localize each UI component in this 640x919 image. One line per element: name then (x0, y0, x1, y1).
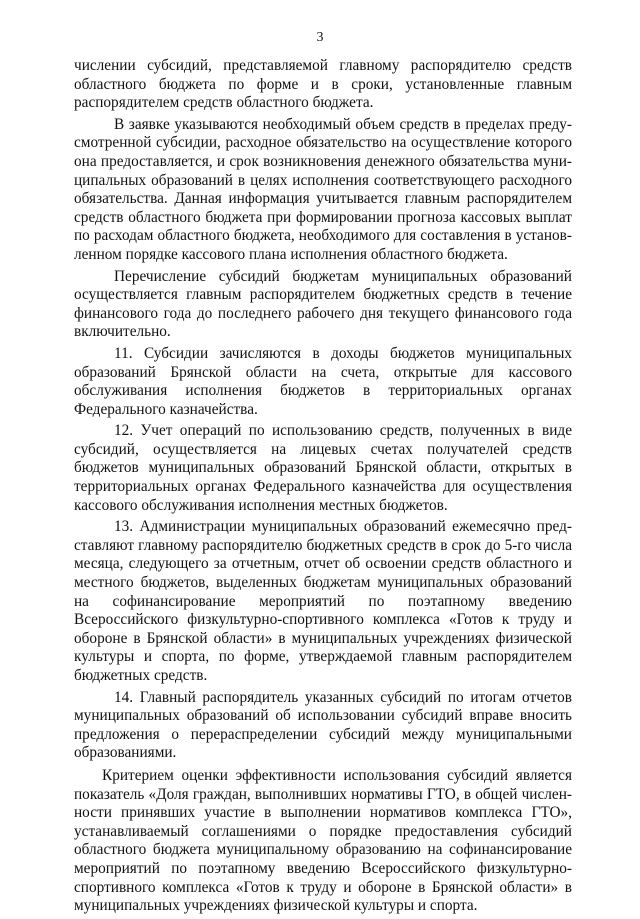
paragraph-item-12: 12. Учет операций по использованию средств, полученных в виде субсидий, осуществляется на лицевых счетах получателей средств бюджетов муниципальных образований Брянской области, открытых в территориальных органах Федерального казначейства для осуществления кассового обслуживания исполнения местных бюджетов. (74, 422, 572, 514)
paragraph-efficiency-criterion: Критерием оценки эффективности использования субсидий является показатель «Доля граждан, выполнивших нормативы ГТО, в общей численности принявших участие в выполнении нормативов комплекса ГТО», устанавливаемый соглашениями о порядке предоставления субсидий областного бюджета муниципальному образованию на софинансирование мероприятий по поэтапному введению Всероссийского физкультурно-спортивного комплекса «Готов к труду и обороне в Брянской области» в муниципальных учреждениях физической культуры и спорта. (74, 766, 572, 915)
page-number: 3 (316, 30, 324, 45)
paragraph-item-14: 14. Главный распорядитель указанных субсидий по итогам отчетов муниципальных образований об использовании субсидий вправе вносить предложения о перераспределении субсидий между муниципальными образованиями. (74, 688, 572, 762)
document-body (74, 57, 572, 919)
paragraph-transfer-of-subsidies: Перечисление субсидий бюджетам муниципальных образований осуществляется главным распорядителем бюджетных средств в течение финансового года до последнего рабочего дня текущего финансового года включительно. (74, 267, 572, 341)
paragraph-item-11: 11. Субсидии зачисляются в доходы бюджетов муниципальных образований Брянской области на счета, открытые для кассового обслуживания исполнения бюджетов в территориальных органах Федерального казначейства. (74, 344, 572, 418)
paragraph-application-contents: В заявке указываются необходимый объем средств в пределах предусмотренной субсидии, расходное обязательство на осуществление которого она предоставляется, и срок возникновения денежного обязательства муниципальных образований в целях исполнения соответствующего расходного обязательства. Данная информация учитывается главным распорядителем средств областного бюджета при формировании прогноза кассовых выплат по расходам областного бюджета, необходимого для составления в установленном порядке кассового плана исполнения областного бюджета. (74, 115, 572, 263)
paragraph-item-13: 13. Администрации муниципальных образований ежемесячно представляют главному распорядителю бюджетных средств в срок до 5-го числа месяца, следующего за отчетным, отчет об освоении средств областного и местного бюджетов, выделенных бюджетам муниципальных образований на софинансирование мероприятий по поэтапному введению Всероссийского физкультурно-спортивного комплекса «Готов к труду и обороне в Брянской области» в муниципальных учреждениях физической культуры и спорта, по форме, утверждаемой главным распорядителем бюджетных средств. (74, 518, 572, 684)
paragraph-application-continuation: числении субсидий, представляемой главному распорядителю средств областного бюджета по форме и в сроки, установленные главным распорядителем средств областного бюджета. (74, 57, 572, 112)
